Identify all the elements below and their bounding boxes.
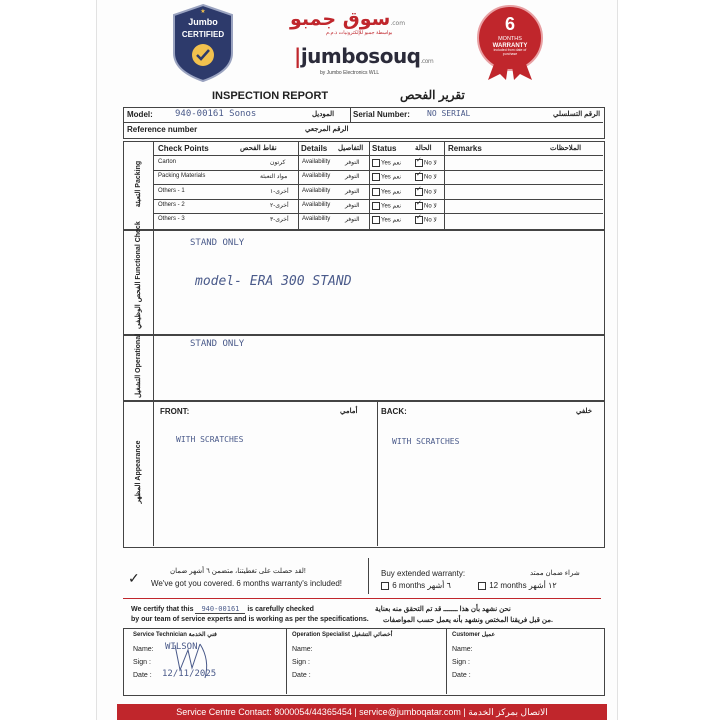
yes-checkbox[interactable] bbox=[372, 216, 380, 224]
no-label: No لا bbox=[424, 203, 437, 210]
front-label-ar: أمامي bbox=[340, 408, 358, 415]
serial-value: NO SERIAL bbox=[427, 109, 471, 118]
row-name: Packing Materials bbox=[158, 173, 206, 179]
appearance-box bbox=[123, 400, 605, 548]
row-name-ar: كرتون bbox=[270, 160, 286, 166]
yes-checkbox[interactable] bbox=[372, 159, 380, 167]
reference-label: Reference number bbox=[127, 125, 198, 134]
technician-date-label: Date : bbox=[133, 672, 152, 679]
front-label: FRONT: bbox=[160, 407, 190, 416]
serial-label: Serial Number: bbox=[353, 110, 410, 119]
option-12-months: 12 months ١٢ أشهر bbox=[478, 581, 557, 590]
svg-text:6: 6 bbox=[504, 14, 516, 34]
divider bbox=[153, 334, 154, 400]
svg-text:MONTHS: MONTHS bbox=[498, 36, 522, 42]
row-name: Others - 3 bbox=[158, 216, 185, 222]
no-label: No لا bbox=[424, 217, 437, 224]
technician-date-value: 12/11/2025 bbox=[162, 669, 217, 679]
certify-ar-2: من قبل فريقنا المختص ونشهد بأنه يعمل حسب المواصفات. bbox=[383, 617, 553, 624]
jumbosouq-logo: |jumbosouq.com bbox=[294, 44, 434, 68]
row-name-ar: أخرى-٢ bbox=[270, 203, 289, 209]
covered-check-icon: ✓ bbox=[128, 570, 140, 586]
no-checkbox[interactable] bbox=[415, 173, 423, 181]
customer-date-label: Date : bbox=[452, 672, 471, 679]
no-label: No لا bbox=[424, 160, 437, 167]
row-name: Others - 1 bbox=[158, 188, 185, 194]
header-status-ar: الحالة bbox=[415, 145, 432, 152]
header-check-points-ar: نقاط الفحص bbox=[240, 145, 277, 152]
reference-label-ar: الرقم المرجعي bbox=[305, 126, 349, 133]
customer-title: Customer عميل bbox=[452, 632, 496, 638]
technician-name-label: Name: bbox=[133, 646, 154, 653]
header-remarks-ar: الملاحظات bbox=[550, 145, 582, 152]
operation-date-label: Date : bbox=[292, 672, 311, 679]
checkbox-6-months[interactable] bbox=[381, 582, 389, 590]
certify-model: 940-00161 bbox=[195, 605, 245, 614]
divider bbox=[286, 628, 287, 694]
operation-sign-label: Sign : bbox=[292, 659, 310, 666]
row-detail-ar: التوفر bbox=[345, 189, 360, 195]
row-detail: Availability bbox=[302, 173, 331, 179]
yes-label: Yes نعم bbox=[381, 174, 402, 181]
no-label: No لا bbox=[424, 174, 437, 181]
certify-divider bbox=[123, 598, 601, 599]
operation-specialist-title: Operation Specialist أخصائي التشغيل bbox=[292, 632, 393, 638]
divider bbox=[153, 155, 603, 156]
operation-name-label: Name: bbox=[292, 646, 313, 653]
technician-title: Service Technician فني الخدمة bbox=[133, 632, 217, 638]
no-checkbox[interactable] bbox=[415, 188, 423, 196]
no-checkbox[interactable] bbox=[415, 159, 423, 167]
svg-text:Jumbo: Jumbo bbox=[188, 17, 218, 27]
jumbo-certified-badge bbox=[170, 3, 236, 83]
certify-line-1: We certify that this 940-00161 is carefully checked bbox=[131, 605, 314, 613]
checkbox-12-months[interactable] bbox=[478, 582, 486, 590]
header-status: Status bbox=[372, 144, 397, 153]
operational-note: STAND ONLY bbox=[190, 339, 245, 349]
packing-section-label: التعبئة Packing bbox=[135, 160, 142, 208]
header-details: Details bbox=[301, 144, 328, 153]
no-checkbox[interactable] bbox=[415, 202, 423, 210]
back-label: BACK: bbox=[381, 407, 407, 416]
svg-text:WARRANTY: WARRANTY bbox=[492, 43, 528, 49]
functional-note-1: STAND ONLY bbox=[190, 238, 245, 248]
divider bbox=[123, 122, 603, 123]
row-name-ar: مواد التعبئة bbox=[260, 174, 288, 180]
no-checkbox[interactable] bbox=[415, 216, 423, 224]
covered-text-ar: لقد حصلت على تغطيتنا، متضمن ٦ أشهر ضمان! bbox=[170, 568, 306, 575]
row-name: Carton bbox=[158, 159, 177, 165]
souq-jumbo-logo: سوق جمبو.com bbox=[290, 8, 406, 30]
row-detail-ar: التوفر bbox=[345, 217, 360, 223]
divider bbox=[446, 628, 447, 694]
header-check-points: Check Points bbox=[158, 144, 209, 153]
souq-jumbo-tagline: بواسطة جمبو للإلكترونيات ذ.م.م bbox=[326, 30, 393, 36]
model-value: 940-00161 Sonos bbox=[175, 109, 257, 119]
header-details-ar: التفاصيل bbox=[338, 145, 364, 152]
operational-section-label: التشغيل Operational bbox=[135, 333, 142, 399]
yes-checkbox[interactable] bbox=[372, 173, 380, 181]
divider bbox=[377, 400, 378, 546]
yes-label: Yes نعم bbox=[381, 189, 402, 196]
row-name-ar: أخرى-١ bbox=[270, 189, 289, 195]
row-detail: Availability bbox=[302, 159, 331, 165]
appearance-section-label: المظهر Appearance bbox=[135, 440, 142, 504]
report-title: INSPECTION REPORT bbox=[212, 90, 329, 102]
row-detail: Availability bbox=[302, 202, 331, 208]
yes-label: Yes نعم bbox=[381, 217, 402, 224]
svg-text:CERTIFIED: CERTIFIED bbox=[181, 30, 225, 39]
row-detail-ar: التوفر bbox=[345, 203, 360, 209]
row-detail-ar: التوفر bbox=[345, 160, 360, 166]
row-detail-ar: التوفر bbox=[345, 174, 360, 180]
row-detail: Availability bbox=[302, 216, 331, 222]
extended-warranty-label: Buy extended warranty: bbox=[381, 569, 466, 578]
divider bbox=[153, 400, 154, 546]
row-name: Others - 2 bbox=[158, 202, 185, 208]
technician-name-value: WILSON bbox=[165, 642, 198, 652]
service-centre-footer: Service Centre Contact: 8000054/44365454 | service@jumboqatar.com | الاتصال بمركز الخدمة bbox=[117, 704, 607, 720]
functional-note-2: model- ERA 300 STAND bbox=[195, 274, 352, 289]
certify-ar-1: نحن نشهد بأن هذا ـــــــ قد تم التحقق منه بعناية bbox=[375, 606, 511, 613]
no-label: No لا bbox=[424, 189, 437, 196]
jumbosouq-tagline: by Jumbo Electronics WLL bbox=[320, 70, 380, 76]
divider bbox=[153, 184, 603, 185]
divider bbox=[153, 229, 154, 334]
row-detail: Availability bbox=[302, 188, 331, 194]
row-name-ar: أخرى-٣ bbox=[270, 217, 289, 223]
model-label-ar: الموديل bbox=[312, 111, 335, 118]
svg-text:★: ★ bbox=[200, 9, 206, 15]
functional-section-label: الفحص الوظيفي Functional Check bbox=[135, 221, 142, 329]
yes-checkbox[interactable] bbox=[372, 188, 380, 196]
divider bbox=[153, 170, 603, 171]
yes-checkbox[interactable] bbox=[372, 202, 380, 210]
technician-sign-label: Sign : bbox=[133, 659, 151, 666]
front-note: WITH SCRATCHES bbox=[176, 435, 244, 444]
warranty-note: included from date of purchase bbox=[493, 48, 527, 57]
back-label-ar: خلفي bbox=[576, 408, 593, 415]
option-6-months: 6 months ٦ أشهر bbox=[381, 581, 451, 590]
divider bbox=[368, 558, 369, 594]
warranty-seal bbox=[474, 4, 546, 82]
header-remarks: Remarks bbox=[448, 144, 482, 153]
report-title-ar: تقرير الفحص bbox=[400, 88, 465, 102]
yes-label: Yes نعم bbox=[381, 160, 402, 167]
covered-text-en: We've got you covered. 6 months warranty's included! bbox=[151, 579, 343, 588]
extended-warranty-label-ar: شراء ضمان ممتد bbox=[530, 570, 580, 577]
divider bbox=[153, 199, 603, 200]
model-label: Model: bbox=[127, 110, 153, 119]
back-note: WITH SCRATCHES bbox=[392, 437, 460, 446]
divider bbox=[350, 107, 351, 122]
certify-line-2: by our team of service experts and is working as per the specifications. bbox=[131, 616, 369, 623]
yes-label: Yes نعم bbox=[381, 203, 402, 210]
customer-sign-label: Sign : bbox=[452, 659, 470, 666]
divider bbox=[153, 213, 603, 214]
customer-name-label: Name: bbox=[452, 646, 473, 653]
serial-label-ar: الرقم التسلسلي bbox=[553, 111, 601, 118]
